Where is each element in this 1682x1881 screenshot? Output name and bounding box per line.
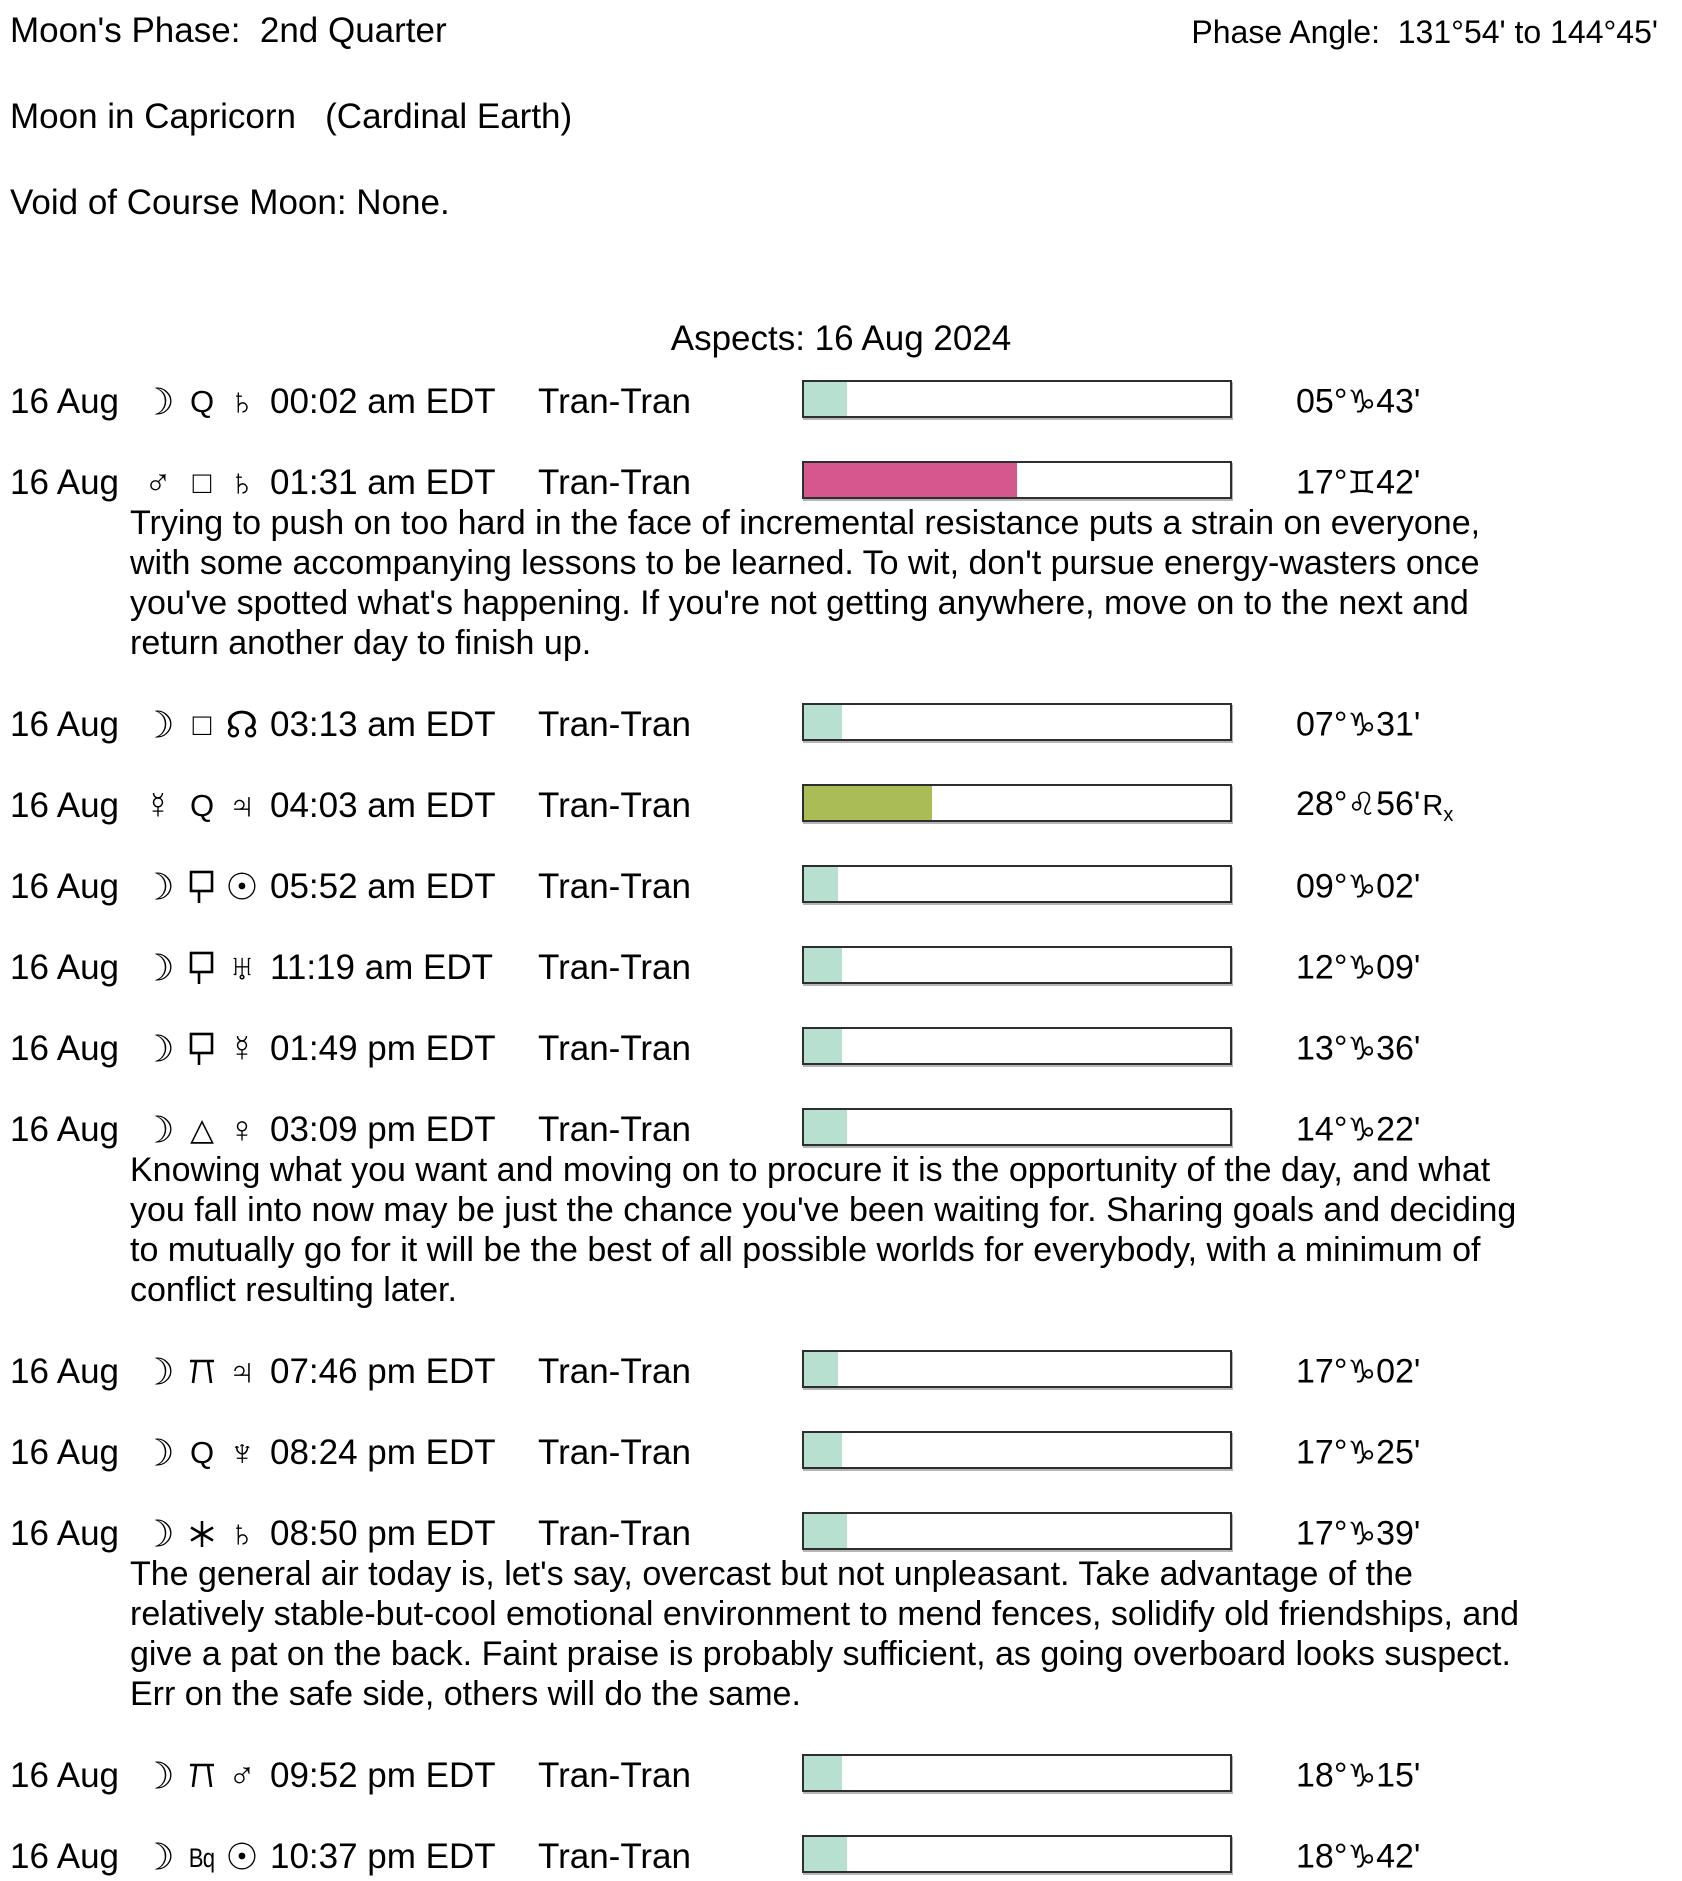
aspect-position (1296, 1353, 1420, 1392)
position-degrees: 13° (1296, 1029, 1348, 1068)
aspect-position (1296, 1515, 1420, 1554)
phase-angle-line: Phase Angle: 131°54' to 144°45' (1191, 14, 1658, 50)
aspect-type: Tran-Tran (538, 463, 691, 502)
aspect-time: 05:52 am EDT (270, 867, 496, 906)
trine-glyph: △ (190, 1112, 214, 1147)
quintile-glyph: Q (189, 384, 215, 419)
position-minutes: 25' (1376, 1433, 1421, 1472)
aspect-type: Tran-Tran (538, 1514, 691, 1553)
orb-bar-fill (804, 1514, 847, 1548)
orb-bar-fill (804, 948, 842, 982)
position-minutes: 15' (1376, 1756, 1421, 1795)
orb-bar (802, 1350, 1232, 1388)
orb-bar (802, 1108, 1232, 1146)
mercury-icon: ☿ (144, 785, 172, 826)
moon-icon: ☽ (141, 947, 175, 989)
aspect-position (1296, 868, 1420, 907)
venus-icon: ♀ (228, 1109, 256, 1150)
aspect-note (130, 1150, 1682, 1310)
position-minutes: 02' (1376, 1352, 1421, 1391)
capricorn-icon: ♑ (1347, 868, 1377, 905)
aspect-type: Tran-Tran (538, 1433, 691, 1472)
aspect-row (0, 1752, 1682, 1800)
orb-bar (802, 1431, 1232, 1469)
orb-bar (802, 1027, 1232, 1065)
aspect-position (1296, 949, 1420, 988)
aspect-type: Tran-Tran (538, 1756, 691, 1795)
saturn-icon: ♄ (228, 1513, 256, 1554)
aspect-date: 16 Aug (10, 463, 119, 502)
moon-phase-line: Moon's Phase: 2nd Quarter (10, 11, 447, 50)
aspect-date: 16 Aug (10, 1433, 119, 1472)
position-minutes: 42' (1376, 463, 1421, 502)
position-degrees: 17° (1296, 463, 1348, 502)
aspect-date: 16 Aug (10, 1837, 119, 1876)
aspect-type: Tran-Tran (538, 1029, 691, 1068)
aspect-note-line: you've spotted what's happening. If you're not getting anywhere, move on to the next and (130, 584, 1469, 622)
position-degrees: 05° (1296, 382, 1348, 421)
moon-icon: ☽ (141, 381, 175, 423)
aspect-note-line: to mutually go for it will be the best of all possible worlds for everybody, with a minimum of (130, 1231, 1481, 1269)
position-degrees: 14° (1296, 1110, 1348, 1149)
position-degrees: 09° (1296, 867, 1348, 906)
orb-bar-fill (804, 867, 838, 901)
aspect-type: Tran-Tran (538, 382, 691, 421)
orb-bar-fill (804, 463, 1017, 497)
moon-sign-line: Moon in Capricorn (Cardinal Earth) (10, 97, 573, 136)
square-glyph: □ (192, 465, 212, 500)
moon-icon: ☽ (141, 1836, 175, 1878)
moon-icon: ☽ (141, 1432, 175, 1474)
aspect-time: 08:24 pm EDT (270, 1433, 496, 1472)
sun-icon: ☉ (225, 1836, 259, 1878)
report-header (0, 0, 1682, 52)
leo-icon: ♌ (1347, 786, 1377, 822)
aspect-row (0, 1348, 1682, 1396)
orb-bar (802, 865, 1232, 903)
aspect-note-line: give a pat on the back. Faint praise is probably sufficient, as going overboard looks suspect. (130, 1635, 1511, 1673)
orb-bar (802, 380, 1232, 418)
retrograde-icon-sub: x (1443, 804, 1454, 826)
retrograde-icon: R (1422, 790, 1444, 822)
capricorn-icon: ♑ (1347, 383, 1377, 420)
aspect-type: Tran-Tran (538, 1352, 691, 1391)
aspect-position (1296, 1030, 1420, 1069)
square-glyph: □ (192, 707, 212, 742)
orb-bar (802, 1512, 1232, 1550)
saturn-icon: ♄ (228, 462, 256, 503)
aspect-position (1296, 1757, 1420, 1796)
aspect-note-line: you fall into now may be just the chance you've been waiting for. Sharing goals and deciding (130, 1191, 1517, 1229)
aspect-type: Tran-Tran (538, 1837, 691, 1876)
position-minutes: 02' (1376, 867, 1421, 906)
aspect-time: 10:37 pm EDT (270, 1837, 496, 1876)
orb-bar (802, 784, 1232, 822)
aspect-date: 16 Aug (10, 948, 119, 987)
aspect-position (1296, 1434, 1420, 1473)
position-degrees: 12° (1296, 948, 1348, 987)
capricorn-icon: ♑ (1347, 1111, 1377, 1148)
aspect-note-line: relatively stable-but-cool emotional environment to mend fences, solidify old friendships, and (130, 1595, 1520, 1633)
aspect-position (1296, 785, 1453, 827)
aspect-note-line: conflict resulting later. (130, 1271, 457, 1309)
moon-icon: ☽ (141, 1028, 175, 1070)
quintile-glyph: Q (189, 788, 215, 823)
aspect-time: 03:13 am EDT (270, 705, 496, 744)
aspect-date: 16 Aug (10, 705, 119, 744)
jupiter-icon: ♃ (228, 785, 256, 826)
orb-bar (802, 1835, 1232, 1873)
orb-bar-fill (804, 1029, 842, 1063)
orb-bar-fill (804, 1756, 842, 1790)
mars-icon: ♂ (228, 1755, 256, 1796)
aspect-time: 01:31 am EDT (270, 463, 496, 502)
aspect-row (0, 944, 1682, 992)
orb-bar (802, 461, 1232, 499)
aspect-note-line: Err on the safe side, others will do the same. (130, 1675, 801, 1713)
capricorn-icon: ♑ (1347, 1757, 1377, 1794)
aspect-note-line: The general air today is, let's say, overcast but not unpleasant. Take advantage of the (130, 1555, 1413, 1593)
capricorn-icon: ♑ (1347, 1838, 1377, 1875)
aspect-row (0, 701, 1682, 749)
position-degrees: 07° (1296, 705, 1348, 744)
aspects-list (0, 378, 1682, 1881)
aspect-note-line: Knowing what you want and moving on to procure it is the opportunity of the day, and what (130, 1151, 1491, 1189)
position-degrees: 17° (1296, 1514, 1348, 1553)
position-degrees: 17° (1296, 1433, 1348, 1472)
north_node-icon: ☊ (225, 704, 259, 746)
moon-icon: ☽ (141, 866, 175, 908)
aspect-time: 09:52 pm EDT (270, 1756, 496, 1795)
aspect-time: 08:50 pm EDT (270, 1514, 496, 1553)
moon-icon: ☽ (141, 1351, 175, 1393)
orb-bar-fill (804, 1837, 847, 1871)
aspect-position (1296, 383, 1420, 422)
aspect-row (0, 1025, 1682, 1073)
orb-bar-fill (804, 786, 932, 820)
position-degrees: 18° (1296, 1837, 1348, 1876)
position-degrees: 18° (1296, 1756, 1348, 1795)
aspect-position (1296, 1111, 1420, 1150)
aspect-time: 11:19 am EDT (270, 948, 494, 987)
aspect-note (130, 503, 1682, 663)
aspect-row (0, 1510, 1682, 1558)
aspect-row (0, 1833, 1682, 1881)
position-minutes: 39' (1376, 1514, 1421, 1553)
capricorn-icon: ♑ (1347, 1515, 1377, 1552)
aspect-date: 16 Aug (10, 1110, 119, 1149)
aspect-row (0, 1429, 1682, 1477)
moon-icon: ☽ (141, 1513, 175, 1555)
aspect-time: 01:49 pm EDT (270, 1029, 496, 1068)
jupiter-icon: ♃ (228, 1351, 256, 1392)
orb-bar-fill (804, 382, 847, 416)
aspect-time: 03:09 pm EDT (270, 1110, 496, 1149)
position-minutes: 56' (1376, 785, 1421, 823)
capricorn-icon: ♑ (1347, 706, 1377, 743)
neptune-icon: ♆ (228, 1432, 256, 1473)
aspect-date: 16 Aug (10, 1756, 119, 1795)
void-of-course-line: Void of Course Moon: None. (10, 183, 450, 222)
biquintile-glyph: Bq (189, 1843, 215, 1873)
aspect-row (0, 1106, 1682, 1154)
aspect-type: Tran-Tran (538, 786, 691, 825)
sun-icon: ☉ (225, 866, 259, 908)
aspect-time: 07:46 pm EDT (270, 1352, 496, 1391)
position-degrees: 28° (1296, 785, 1348, 823)
uranus-icon: ♅ (228, 947, 256, 988)
position-minutes: 42' (1376, 1837, 1421, 1876)
aspect-date: 16 Aug (10, 382, 119, 421)
aspect-time: 04:03 am EDT (270, 786, 496, 825)
position-minutes: 43' (1376, 382, 1421, 421)
aspect-date: 16 Aug (10, 786, 119, 825)
moon-icon: ☽ (141, 1109, 175, 1151)
mercury-icon: ☿ (228, 1028, 256, 1069)
position-minutes: 22' (1376, 1110, 1421, 1149)
position-degrees: 17° (1296, 1352, 1348, 1391)
aspect-note-line: return another day to finish up. (130, 624, 592, 662)
orb-bar (802, 703, 1232, 741)
orb-bar-fill (804, 705, 842, 739)
aspect-row (0, 378, 1682, 426)
capricorn-icon: ♑ (1347, 949, 1377, 986)
position-minutes: 09' (1376, 948, 1421, 987)
position-minutes: 31' (1376, 705, 1421, 744)
aspect-position (1296, 706, 1420, 745)
aspect-date: 16 Aug (10, 867, 119, 906)
aspect-type: Tran-Tran (538, 948, 691, 987)
capricorn-icon: ♑ (1347, 1030, 1377, 1067)
aspect-type: Tran-Tran (538, 705, 691, 744)
aspect-type: Tran-Tran (538, 867, 691, 906)
aspect-position (1296, 464, 1420, 503)
aspect-row (0, 782, 1682, 830)
aspect-type: Tran-Tran (538, 1110, 691, 1149)
mars-icon: ♂ (144, 462, 172, 503)
gemini-icon: ♊ (1347, 464, 1377, 501)
orb-bar-fill (804, 1110, 847, 1144)
orb-bar-fill (804, 1433, 842, 1467)
orb-bar-fill (804, 1352, 838, 1386)
aspect-date: 16 Aug (10, 1352, 119, 1391)
capricorn-icon: ♑ (1347, 1434, 1377, 1471)
aspects-title: Aspects: 16 Aug 2024 (670, 319, 1012, 358)
aspect-note (130, 1554, 1682, 1714)
aspect-row (0, 863, 1682, 911)
aspect-position (1296, 1838, 1420, 1877)
aspect-date: 16 Aug (10, 1029, 119, 1068)
saturn-icon: ♄ (228, 381, 256, 422)
aspect-row (0, 459, 1682, 507)
aspect-time: 00:02 am EDT (270, 382, 496, 421)
position-minutes: 36' (1376, 1029, 1421, 1068)
quintile-glyph: Q (189, 1435, 215, 1470)
orb-bar (802, 1754, 1232, 1792)
aspect-date: 16 Aug (10, 1514, 119, 1553)
aspect-note-line: with some accompanying lessons to be learned. To wit, don't pursue energy-wasters once (130, 544, 1480, 582)
orb-bar (802, 946, 1232, 984)
aspect-note-line: Trying to push on too hard in the face of incremental resistance puts a strain on everyone, (130, 504, 1481, 542)
moon-icon: ☽ (141, 1755, 175, 1797)
capricorn-icon: ♑ (1347, 1353, 1377, 1390)
moon-icon: ☽ (141, 704, 175, 746)
